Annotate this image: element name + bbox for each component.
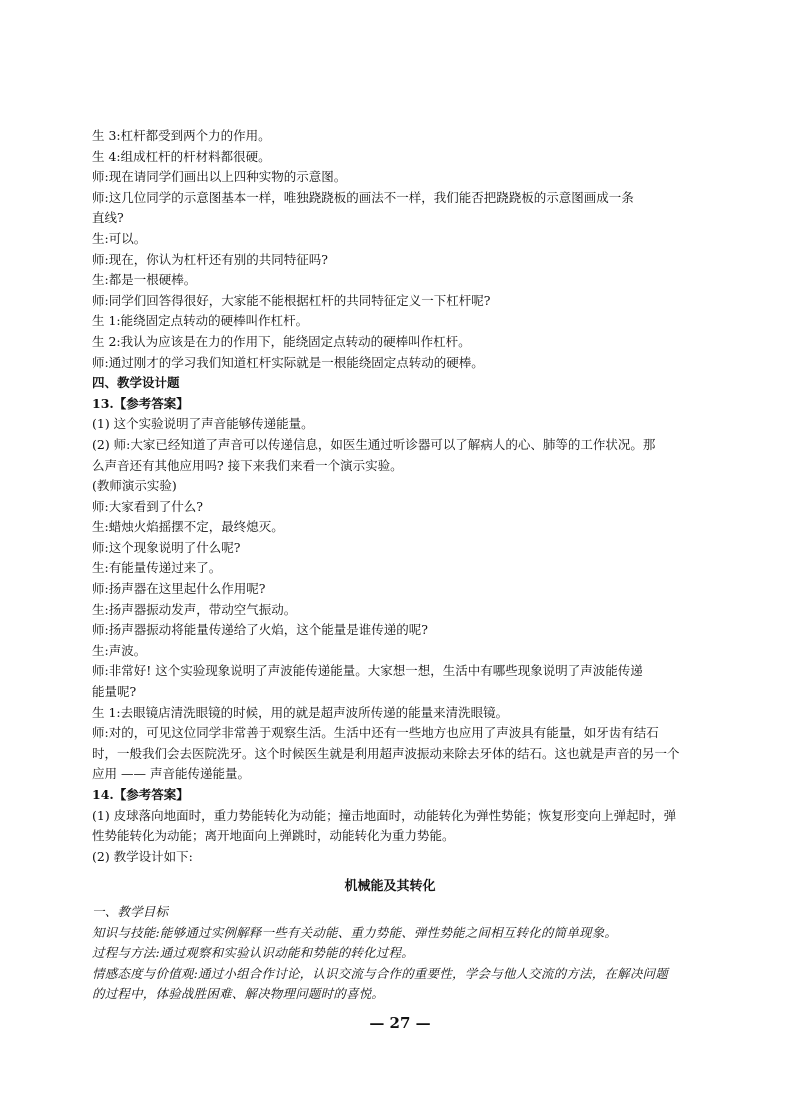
text-line-continued: 么声音还有其他应用吗? 接下来我们来看一个演示实验。 xyxy=(92,457,403,473)
text-line: (2) 教学设计如下: xyxy=(92,848,193,864)
text-line: 师:这个现象说明了什么呢? xyxy=(92,539,241,555)
text-line: (2) 师:大家已经知道了声音可以传递信息，如医生通过听诊器可以了解病人的心、肺等的工作状况。那 xyxy=(92,436,656,452)
text-line-continued: 时，一般我们会去医院洗牙。这个时候医生就是利用超声波振动来除去牙体的结石。这也就是声音的另一个 xyxy=(92,745,680,761)
text-line-continued: 性势能转化为动能；离开地面向上弹跳时，动能转化为重力势能。 xyxy=(92,828,455,844)
text-line: 生:有能量传递过来了。 xyxy=(92,560,222,576)
text-line: 师:扬声器振动将能量传递给了火焰，这个能量是谁传递的呢? xyxy=(92,622,428,638)
design-text-line: 知识与技能:能够通过实例解释一些有关动能、重力势能、弹性势能之间相互转化的简单现象。 xyxy=(92,924,618,940)
text-line: 生:扬声器振动发声，带动空气振动。 xyxy=(92,601,297,617)
answer-heading: 14.【参考答案】 xyxy=(92,787,189,802)
design-text-line-continued: 的过程中，体验战胜困难、解决物理问题时的喜悦。 xyxy=(92,986,385,1002)
text-line: 生 2:我认为应该是在力的作用下，能绕固定点转动的硬棒叫作杠杆。 xyxy=(92,333,471,349)
answer-heading: 13.【参考答案】 xyxy=(92,395,189,411)
body-text xyxy=(92,126,688,1005)
text-line: 生 1:能绕固定点转动的硬棒叫作杠杆。 xyxy=(92,313,309,329)
design-text-line: 一、教学目标 xyxy=(92,903,169,919)
page-number: — 27 — xyxy=(369,1014,431,1032)
text-line: 生:声波。 xyxy=(92,642,147,658)
text-line: 生:可以。 xyxy=(92,230,147,246)
text-line: 师:非常好! 这个实验现象说明了声波能传递能量。大家想一想，生活中有哪些现象说明了声波能传递 xyxy=(92,663,643,679)
text-line: 生:蜡烛火焰摇摆不定，最终熄灭。 xyxy=(92,519,284,535)
text-line: 生 1:去眼镜店清洗眼镜的时候，用的就是超声波所传递的能量来清洗眼镜。 xyxy=(92,704,509,720)
section-heading: 四、教学设计题 xyxy=(92,375,180,391)
text-line: 师:对的，可见这位同学非常善于观察生活。生活中还有一些地方也应用了声波具有能量，如牙齿有结石 xyxy=(92,725,659,741)
text-line: 生 4:组成杠杆的杆材料都很硬。 xyxy=(92,148,271,164)
text-line-continued: 能量呢? xyxy=(92,684,137,700)
text-line: 生:都是一根硬棒。 xyxy=(92,272,197,288)
text-line: (1) 皮球落向地面时，重力势能转化为动能；撞击地面时，动能转化为弹性势能；恢复形变向上弹起时，弹 xyxy=(92,807,677,823)
text-line: (1) 这个实验说明了声音能够传递能量。 xyxy=(92,416,314,432)
text-line: 师:大家看到了什么? xyxy=(92,498,203,514)
text-line: 师:同学们回答得很好，大家能不能根据杠杆的共同特征定义一下杠杆呢? xyxy=(92,292,491,308)
design-text-line: 情感态度与价值观:通过小组合作讨论，认识交流与合作的重要性，学会与他人交流的方法，在解决问题 xyxy=(92,965,668,981)
text-line: 师:现在，你认为杠杆还有别的共同特征吗? xyxy=(92,251,328,267)
text-line-continued: 直线? xyxy=(92,210,124,226)
text-line: 师:扬声器在这里起什么作用呢? xyxy=(92,581,266,597)
text-line: 师:通过刚才的学习我们知道杠杆实际就是一根能绕固定点转动的硬棒。 xyxy=(92,354,484,370)
design-text-line: 过程与方法:通过观察和实验认识动能和势能的转化过程。 xyxy=(92,945,414,961)
text-line: 生 3:杠杆都受到两个力的作用。 xyxy=(92,128,271,143)
text-line-continued: 应用 —— 声音能传递能量。 xyxy=(92,766,250,782)
text-line: 师:现在请同学们画出以上四种实物的示意图。 xyxy=(92,169,347,185)
design-title: 机械能及其转化 xyxy=(344,879,436,895)
text-line: 师:这几位同学的示意图基本一样，唯独跷跷板的画法不一样，我们能否把跷跷板的示意图画成一条 xyxy=(92,189,634,205)
text-line: (教师演示实验) xyxy=(92,478,177,494)
